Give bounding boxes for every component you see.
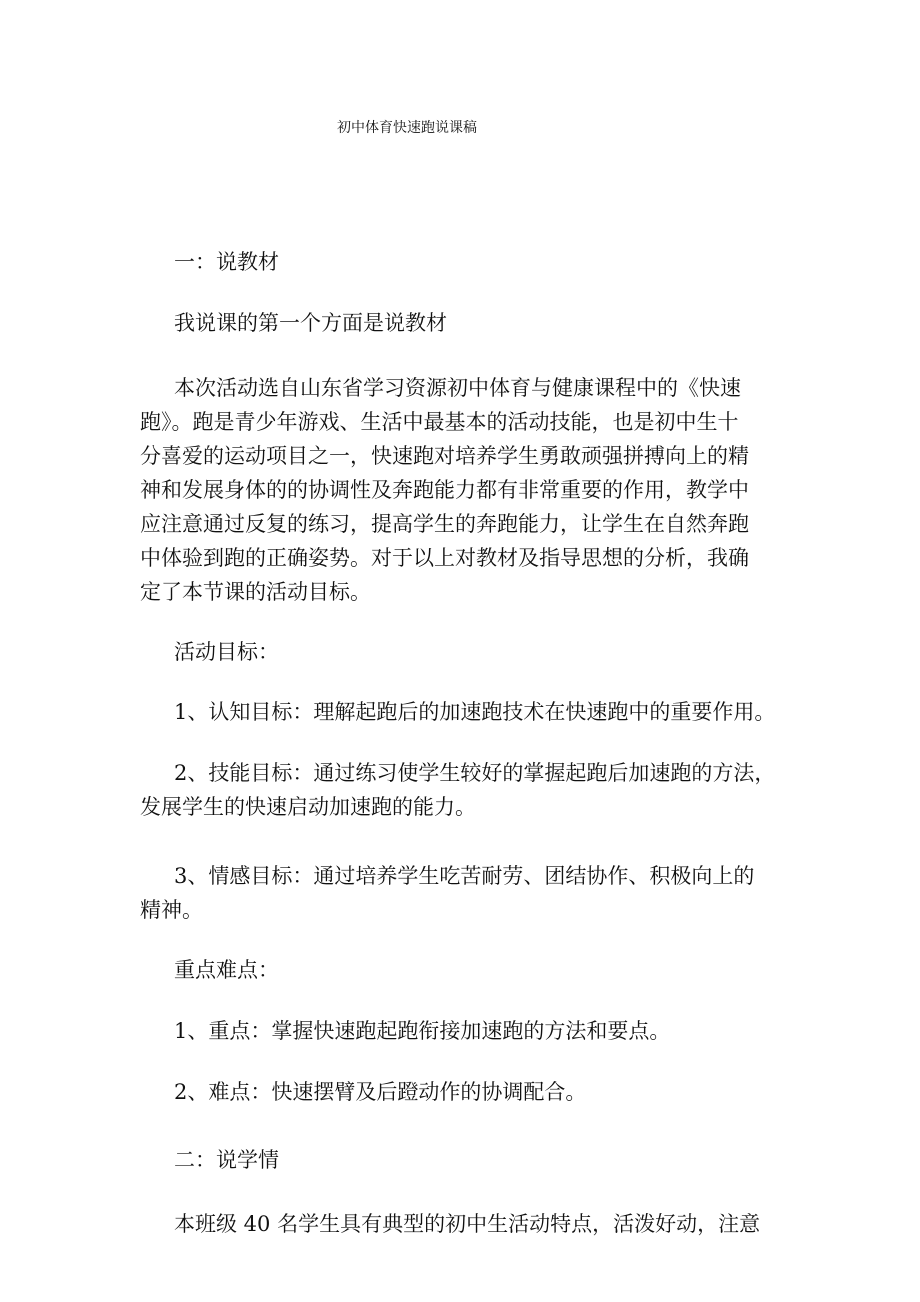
- paragraph-line: 神和发展身体的的协调性及奔跑能力都有非常重要的作用，教学中: [140, 478, 749, 502]
- paragraph-line: 中体验到跑的正确姿势。对于以上对教材及指导思想的分析，我确: [140, 546, 749, 570]
- subheading: 重点难点：: [174, 958, 279, 982]
- list-item: 1、认知目标：理解起跑后的加速跑技术在快速跑中的重要作用。: [174, 700, 776, 724]
- list-item: 3、情感目标：通过培养学生吃苦耐劳、团结协作、积极向上的: [174, 864, 755, 888]
- paragraph-line: 定了本节课的活动目标。: [140, 580, 371, 604]
- document-title: 初中体育快速跑说课稿: [337, 120, 477, 136]
- list-item-continuation: 精神。: [140, 898, 203, 922]
- list-item: 1、重点：掌握快速跑起跑衔接加速跑的方法和要点。: [174, 1019, 671, 1043]
- paragraph-line: 应注意通过反复的练习，提高学生的奔跑能力，让学生在自然奔跑: [140, 512, 749, 536]
- section-heading: 二：说学情: [174, 1148, 279, 1172]
- paragraph-line: 本班级 40 名学生具有典型的初中生活动特点，活泼好动，注意: [174, 1212, 761, 1236]
- paragraph-line: 分喜爱的运动项目之一，快速跑对培养学生勇敢顽强拼搏向上的精: [140, 444, 749, 468]
- list-item: 2、难点：快速摆臂及后蹬动作的协调配合。: [174, 1080, 587, 1104]
- paragraph-line: 跑》。跑是青少年游戏、生活中最基本的活动技能，也是初中生十: [140, 410, 739, 434]
- list-item: 2、技能目标：通过练习使学生较好的掌握起跑后加速跑的方法，: [174, 761, 776, 785]
- section-heading: 一：说教材: [174, 250, 279, 274]
- list-item-continuation: 发展学生的快速启动加速跑的能力。: [140, 795, 476, 819]
- subheading: 活动目标：: [174, 640, 279, 664]
- paragraph-line: 我说课的第一个方面是说教材: [174, 311, 447, 335]
- paragraph-line: 本次活动选自山东省学习资源初中体育与健康课程中的《快速: [174, 376, 741, 400]
